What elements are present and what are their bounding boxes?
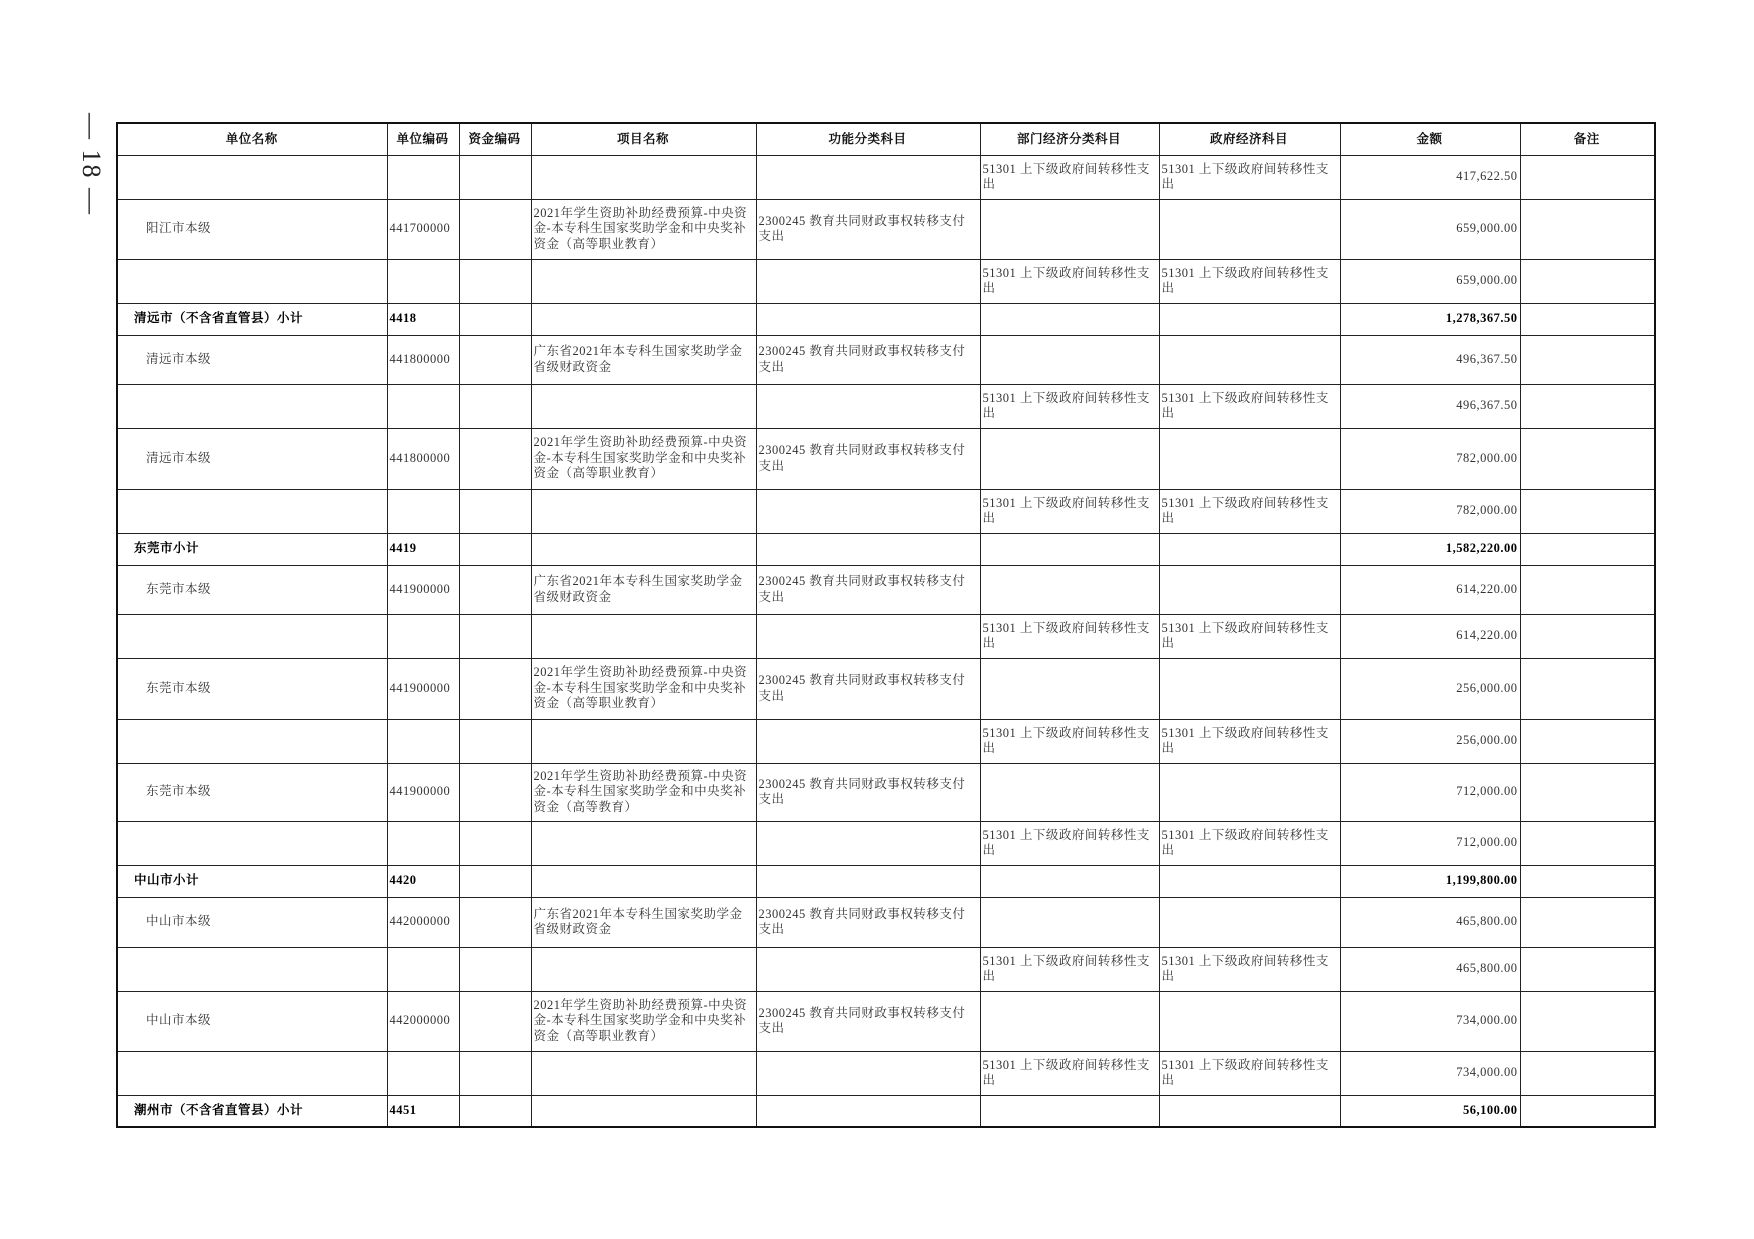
cell-project-name (531, 947, 756, 991)
cell-function-category (756, 1051, 980, 1095)
cell-dept-economic-category (980, 533, 1159, 565)
cell-amount: 1,199,800.00 (1340, 865, 1520, 897)
cell-project-name: 2021年学生资助补助经费预算-中央资金-本专科生国家奖助学金和中央奖补资金（高等职业教育） (531, 658, 756, 719)
cell-unit-code (387, 1051, 459, 1095)
cell-unit-code (387, 384, 459, 428)
table-row (117, 991, 1655, 1051)
header-row (117, 123, 1655, 155)
cell-gov-economic-category: 51301 上下级政府间转移性支出 (1159, 719, 1340, 763)
cell-fund-code (459, 303, 531, 335)
cell-project-name: 2021年学生资助补助经费预算-中央资金-本专科生国家奖助学金和中央奖补资金（高等教育） (531, 763, 756, 821)
cell-dept-economic-category: 51301 上下级政府间转移性支出 (980, 1051, 1159, 1095)
cell-unit-name: 东莞市小计 (117, 533, 387, 565)
cell-amount: 614,220.00 (1340, 565, 1520, 614)
cell-unit-code: 441700000 (387, 199, 459, 259)
cell-remarks (1520, 303, 1655, 335)
subtotal-row (117, 865, 1655, 897)
cell-gov-economic-category (1159, 303, 1340, 335)
cell-project-name (531, 865, 756, 897)
cell-fund-code (459, 821, 531, 865)
cell-unit-name: 潮州市（不含省直管县）小计 (117, 1095, 387, 1127)
cell-project-name: 广东省2021年本专科生国家奖助学金省级财政资金 (531, 335, 756, 384)
cell-project-name (531, 155, 756, 199)
cell-function-category (756, 384, 980, 428)
cell-gov-economic-category (1159, 335, 1340, 384)
cell-fund-code (459, 199, 531, 259)
cell-project-name (531, 1051, 756, 1095)
cell-remarks (1520, 489, 1655, 533)
cell-amount: 256,000.00 (1340, 658, 1520, 719)
cell-fund-code (459, 991, 531, 1051)
cell-project-name: 2021年学生资助补助经费预算-中央资金-本专科生国家奖助学金和中央奖补资金（高等职业教育） (531, 428, 756, 489)
cell-remarks (1520, 259, 1655, 303)
cell-remarks (1520, 533, 1655, 565)
cell-unit-code: 4419 (387, 533, 459, 565)
table-row (117, 897, 1655, 947)
header-project-name: 项目名称 (531, 123, 756, 155)
cell-function-category: 2300245 教育共同财政事权转移支付支出 (756, 335, 980, 384)
cell-project-name (531, 821, 756, 865)
table-row (117, 565, 1655, 614)
cell-remarks (1520, 614, 1655, 658)
cell-dept-economic-category: 51301 上下级政府间转移性支出 (980, 259, 1159, 303)
cell-dept-economic-category (980, 991, 1159, 1051)
subtotal-row (117, 533, 1655, 565)
cell-unit-name (117, 821, 387, 865)
cell-project-name (531, 614, 756, 658)
cell-function-category (756, 155, 980, 199)
cell-fund-code (459, 259, 531, 303)
cell-remarks (1520, 1095, 1655, 1127)
cell-gov-economic-category (1159, 428, 1340, 489)
cell-unit-name (117, 384, 387, 428)
cell-gov-economic-category: 51301 上下级政府间转移性支出 (1159, 155, 1340, 199)
cell-amount: 659,000.00 (1340, 199, 1520, 259)
cell-remarks (1520, 335, 1655, 384)
cell-dept-economic-category (980, 565, 1159, 614)
cell-project-name: 2021年学生资助补助经费预算-中央资金-本专科生国家奖助学金和中央奖补资金（高等职业教育） (531, 199, 756, 259)
table-row (117, 199, 1655, 259)
cell-dept-economic-category (980, 763, 1159, 821)
cell-remarks (1520, 821, 1655, 865)
table-row (117, 259, 1655, 303)
cell-fund-code (459, 533, 531, 565)
cell-project-name (531, 384, 756, 428)
header-function-category: 功能分类科目 (756, 123, 980, 155)
cell-fund-code (459, 865, 531, 897)
cell-unit-code: 4451 (387, 1095, 459, 1127)
cell-gov-economic-category: 51301 上下级政府间转移性支出 (1159, 821, 1340, 865)
cell-function-category (756, 533, 980, 565)
cell-unit-name: 清远市本级 (117, 428, 387, 489)
cell-unit-code (387, 719, 459, 763)
cell-dept-economic-category (980, 303, 1159, 335)
cell-gov-economic-category: 51301 上下级政府间转移性支出 (1159, 384, 1340, 428)
cell-unit-name: 中山市本级 (117, 991, 387, 1051)
cell-function-category (756, 821, 980, 865)
cell-amount: 496,367.50 (1340, 335, 1520, 384)
cell-unit-code (387, 155, 459, 199)
cell-function-category: 2300245 教育共同财政事权转移支付支出 (756, 658, 980, 719)
cell-unit-name: 清远市（不含省直管县）小计 (117, 303, 387, 335)
cell-function-category: 2300245 教育共同财政事权转移支付支出 (756, 428, 980, 489)
cell-function-category: 2300245 教育共同财政事权转移支付支出 (756, 199, 980, 259)
table-row (117, 428, 1655, 489)
cell-amount: 782,000.00 (1340, 428, 1520, 489)
cell-dept-economic-category: 51301 上下级政府间转移性支出 (980, 947, 1159, 991)
cell-function-category (756, 719, 980, 763)
cell-dept-economic-category (980, 865, 1159, 897)
cell-remarks (1520, 763, 1655, 821)
cell-unit-code: 442000000 (387, 991, 459, 1051)
cell-project-name (531, 1095, 756, 1127)
cell-unit-name: 中山市小计 (117, 865, 387, 897)
cell-amount: 465,800.00 (1340, 897, 1520, 947)
cell-dept-economic-category: 51301 上下级政府间转移性支出 (980, 155, 1159, 199)
cell-dept-economic-category (980, 428, 1159, 489)
cell-unit-code: 441800000 (387, 428, 459, 489)
cell-function-category (756, 865, 980, 897)
cell-amount: 712,000.00 (1340, 763, 1520, 821)
cell-unit-name: 东莞市本级 (117, 565, 387, 614)
table-header (117, 123, 1655, 155)
cell-gov-economic-category: 51301 上下级政府间转移性支出 (1159, 614, 1340, 658)
cell-function-category (756, 259, 980, 303)
cell-dept-economic-category: 51301 上下级政府间转移性支出 (980, 719, 1159, 763)
cell-gov-economic-category (1159, 658, 1340, 719)
cell-function-category: 2300245 教育共同财政事权转移支付支出 (756, 991, 980, 1051)
cell-amount: 614,220.00 (1340, 614, 1520, 658)
cell-fund-code (459, 565, 531, 614)
cell-fund-code (459, 658, 531, 719)
table-row (117, 489, 1655, 533)
cell-unit-name (117, 614, 387, 658)
cell-unit-name: 中山市本级 (117, 897, 387, 947)
cell-dept-economic-category (980, 335, 1159, 384)
cell-fund-code (459, 384, 531, 428)
cell-unit-code (387, 947, 459, 991)
cell-gov-economic-category (1159, 865, 1340, 897)
cell-amount: 256,000.00 (1340, 719, 1520, 763)
header-gov-economic-category: 政府经济科目 (1159, 123, 1340, 155)
cell-unit-name (117, 155, 387, 199)
cell-fund-code (459, 155, 531, 199)
cell-fund-code (459, 719, 531, 763)
cell-unit-name: 清远市本级 (117, 335, 387, 384)
table-row (117, 658, 1655, 719)
subtotal-row (117, 303, 1655, 335)
table-row (117, 1051, 1655, 1095)
cell-remarks (1520, 428, 1655, 489)
table-row (117, 821, 1655, 865)
cell-remarks (1520, 719, 1655, 763)
cell-remarks (1520, 865, 1655, 897)
cell-amount: 417,622.50 (1340, 155, 1520, 199)
header-fund-code: 资金编码 (459, 123, 531, 155)
cell-amount: 496,367.50 (1340, 384, 1520, 428)
subtotal-row (117, 1095, 1655, 1127)
cell-function-category (756, 947, 980, 991)
page-number: — 18 — (77, 113, 106, 216)
budget-allocation-table (116, 122, 1656, 1128)
cell-project-name: 广东省2021年本专科生国家奖助学金省级财政资金 (531, 565, 756, 614)
cell-project-name (531, 303, 756, 335)
header-remarks: 备注 (1520, 123, 1655, 155)
cell-function-category: 2300245 教育共同财政事权转移支付支出 (756, 897, 980, 947)
table-row (117, 763, 1655, 821)
cell-gov-economic-category: 51301 上下级政府间转移性支出 (1159, 1051, 1340, 1095)
cell-unit-code (387, 489, 459, 533)
cell-amount: 782,000.00 (1340, 489, 1520, 533)
cell-gov-economic-category (1159, 1095, 1340, 1127)
cell-amount: 734,000.00 (1340, 1051, 1520, 1095)
table-row (117, 947, 1655, 991)
cell-gov-economic-category (1159, 897, 1340, 947)
cell-unit-name (117, 1051, 387, 1095)
cell-gov-economic-category: 51301 上下级政府间转移性支出 (1159, 259, 1340, 303)
cell-gov-economic-category (1159, 533, 1340, 565)
cell-remarks (1520, 897, 1655, 947)
cell-dept-economic-category (980, 199, 1159, 259)
cell-fund-code (459, 335, 531, 384)
cell-remarks (1520, 947, 1655, 991)
cell-function-category: 2300245 教育共同财政事权转移支付支出 (756, 763, 980, 821)
cell-unit-code (387, 614, 459, 658)
table-row (117, 719, 1655, 763)
cell-remarks (1520, 1051, 1655, 1095)
cell-function-category (756, 1095, 980, 1127)
cell-amount: 1,278,367.50 (1340, 303, 1520, 335)
cell-unit-name (117, 719, 387, 763)
cell-function-category (756, 489, 980, 533)
cell-unit-code: 441900000 (387, 763, 459, 821)
table-row (117, 335, 1655, 384)
header-unit-name: 单位名称 (117, 123, 387, 155)
cell-dept-economic-category: 51301 上下级政府间转移性支出 (980, 614, 1159, 658)
cell-gov-economic-category (1159, 763, 1340, 821)
cell-dept-economic-category: 51301 上下级政府间转移性支出 (980, 821, 1159, 865)
cell-unit-code: 4420 (387, 865, 459, 897)
cell-fund-code (459, 763, 531, 821)
table-body (117, 155, 1655, 1127)
cell-unit-name: 东莞市本级 (117, 763, 387, 821)
cell-unit-code: 441900000 (387, 565, 459, 614)
cell-function-category: 2300245 教育共同财政事权转移支付支出 (756, 565, 980, 614)
cell-amount: 465,800.00 (1340, 947, 1520, 991)
cell-gov-economic-category (1159, 565, 1340, 614)
cell-remarks (1520, 155, 1655, 199)
cell-unit-code: 442000000 (387, 897, 459, 947)
cell-project-name (531, 719, 756, 763)
cell-project-name (531, 533, 756, 565)
cell-fund-code (459, 489, 531, 533)
cell-unit-code (387, 821, 459, 865)
header-unit-code: 单位编码 (387, 123, 459, 155)
cell-gov-economic-category: 51301 上下级政府间转移性支出 (1159, 947, 1340, 991)
cell-fund-code (459, 947, 531, 991)
cell-unit-code: 4418 (387, 303, 459, 335)
cell-fund-code (459, 897, 531, 947)
cell-amount: 659,000.00 (1340, 259, 1520, 303)
cell-amount: 712,000.00 (1340, 821, 1520, 865)
cell-fund-code (459, 1095, 531, 1127)
cell-unit-code: 441900000 (387, 658, 459, 719)
header-amount: 金额 (1340, 123, 1520, 155)
cell-dept-economic-category (980, 1095, 1159, 1127)
cell-dept-economic-category: 51301 上下级政府间转移性支出 (980, 384, 1159, 428)
cell-amount: 56,100.00 (1340, 1095, 1520, 1127)
cell-amount: 1,582,220.00 (1340, 533, 1520, 565)
header-dept-economic-category: 部门经济分类科目 (980, 123, 1159, 155)
table-row (117, 384, 1655, 428)
cell-unit-name: 阳江市本级 (117, 199, 387, 259)
cell-unit-code: 441800000 (387, 335, 459, 384)
cell-project-name: 广东省2021年本专科生国家奖助学金省级财政资金 (531, 897, 756, 947)
cell-dept-economic-category (980, 897, 1159, 947)
cell-unit-name (117, 259, 387, 303)
cell-unit-name: 东莞市本级 (117, 658, 387, 719)
cell-unit-name (117, 489, 387, 533)
cell-dept-economic-category (980, 658, 1159, 719)
cell-remarks (1520, 991, 1655, 1051)
cell-fund-code (459, 428, 531, 489)
cell-project-name (531, 489, 756, 533)
cell-remarks (1520, 199, 1655, 259)
cell-remarks (1520, 658, 1655, 719)
cell-fund-code (459, 1051, 531, 1095)
cell-project-name (531, 259, 756, 303)
cell-gov-economic-category: 51301 上下级政府间转移性支出 (1159, 489, 1340, 533)
cell-project-name: 2021年学生资助补助经费预算-中央资金-本专科生国家奖助学金和中央奖补资金（高等职业教育） (531, 991, 756, 1051)
table-row (117, 155, 1655, 199)
cell-gov-economic-category (1159, 991, 1340, 1051)
cell-unit-name (117, 947, 387, 991)
cell-amount: 734,000.00 (1340, 991, 1520, 1051)
cell-function-category (756, 614, 980, 658)
table-row (117, 614, 1655, 658)
cell-unit-code (387, 259, 459, 303)
cell-remarks (1520, 565, 1655, 614)
cell-dept-economic-category: 51301 上下级政府间转移性支出 (980, 489, 1159, 533)
cell-gov-economic-category (1159, 199, 1340, 259)
cell-remarks (1520, 384, 1655, 428)
cell-fund-code (459, 614, 531, 658)
cell-function-category (756, 303, 980, 335)
